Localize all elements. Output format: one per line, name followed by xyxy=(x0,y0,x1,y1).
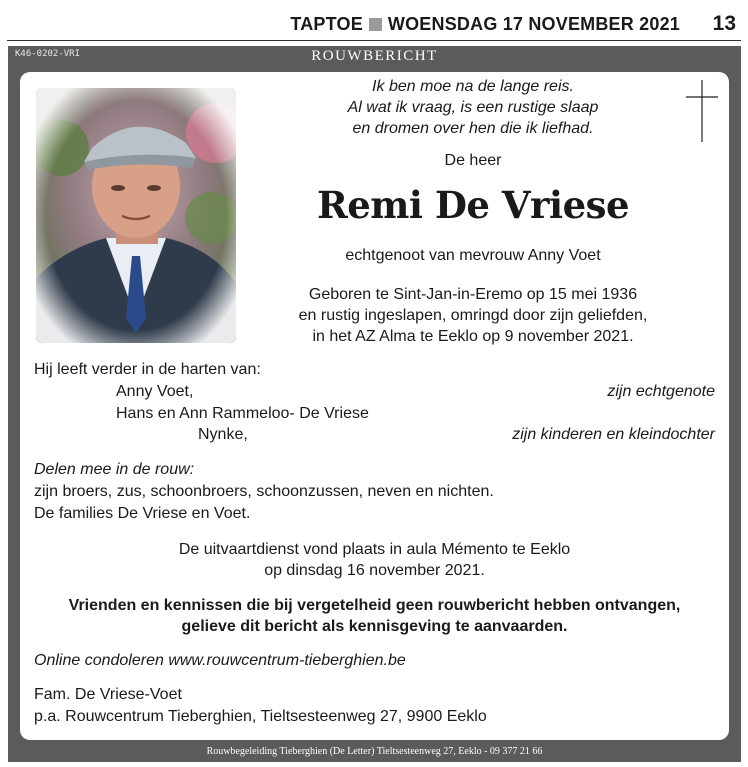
square-icon xyxy=(369,18,382,31)
survivors-intro: Hij leeft verder in de harten van: xyxy=(34,361,261,378)
mourning-intro: Delen mee in de rouw: xyxy=(34,461,195,478)
family-name: Fam. De Vriese-Voet xyxy=(34,686,182,703)
poem-line: Al wat ik vraag, is een rustige slaap xyxy=(347,99,599,116)
bio-line: en rustig ingeslapen, omringd door zijn geliefden, xyxy=(298,307,648,324)
page-number: 13 xyxy=(712,12,736,35)
mourning-line: zijn broers, zus, schoonbroers, schoonzussen, neven en nichten. xyxy=(34,483,494,500)
survivor-relation: zijn echtgenote xyxy=(607,383,715,400)
bio-line: Geboren te Sint-Jan-in-Eremo op 15 mei 1936 xyxy=(308,286,638,303)
newspaper-masthead xyxy=(0,0,748,38)
masthead-rule xyxy=(7,40,741,41)
spouse-line: echtgenoot van mevrouw Anny Voet xyxy=(345,247,601,264)
postal-address: p.a. Rouwcentrum Tieberghien, Tieltsesteenweg 27, 9900 Eeklo xyxy=(34,708,487,725)
issue-date: WOENSDAG 17 NOVEMBER 2021 xyxy=(387,14,680,34)
biography xyxy=(250,284,696,347)
poem xyxy=(250,76,696,139)
service-info xyxy=(20,539,729,581)
statement-line: Vrienden en kennissen die bij vergetelheid geen rouwbericht hebben ontvangen, xyxy=(68,597,681,614)
deceased-name: Remi De Vriese xyxy=(316,183,630,227)
poem-line: Ik ben moe na de lange reis. xyxy=(372,78,574,95)
service-line: op dinsdag 16 november 2021. xyxy=(264,562,485,579)
survivor-name: Nynke, xyxy=(198,426,248,443)
portrait-illustration xyxy=(36,88,236,343)
portrait-photo xyxy=(36,88,236,343)
service-line: De uitvaartdienst vond plaats in aula Mémento te Eeklo xyxy=(178,541,571,558)
masthead-text xyxy=(290,14,680,35)
online-condolence: Online condoleren www.rouwcentrum-tieberghien.be xyxy=(34,652,406,669)
notice-header: ROUWBERICHT xyxy=(311,48,438,64)
statement-line: gelieve dit bericht als kennisgeving te aanvaarden. xyxy=(181,618,568,635)
honorific: De heer xyxy=(444,152,502,169)
notice-code: K46-0202-VRI xyxy=(15,49,81,59)
poem-line: en dromen over hen die ik liefhad. xyxy=(352,120,594,137)
survivor-relation: zijn kinderen en kleindochter xyxy=(512,426,715,443)
survivor-name: Anny Voet, xyxy=(116,383,194,400)
paper-name: TAPTOE xyxy=(290,14,363,34)
bio-line: in het AZ Alma te Eeklo op 9 november 2021. xyxy=(312,328,634,345)
survivor-name: Hans en Ann Rammeloo- De Vriese xyxy=(116,405,369,422)
notice-statement xyxy=(20,595,729,637)
notice-footer: Rouwbegeleiding Tieberghien (De Letter) Tieltsesteenweg 27, Eeklo - 09 377 21 66 xyxy=(206,746,543,757)
mourning-line: De families De Vriese en Voet. xyxy=(34,505,251,522)
